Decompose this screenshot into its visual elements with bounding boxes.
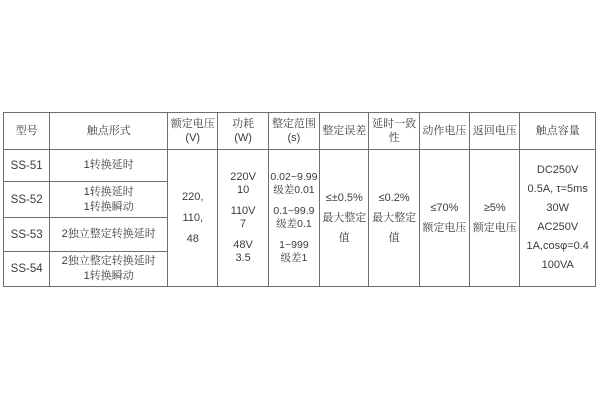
action-voltage-line: 额定电压 <box>422 222 467 234</box>
model-cell-ss53 <box>4 218 50 252</box>
header-line: 触点形式 <box>86 125 131 137</box>
relay-spec-table-container <box>3 112 596 287</box>
relay-spec-table <box>3 112 596 287</box>
setting-range-line: 0.1~99.9 <box>273 205 315 217</box>
rated-voltage-line: 48 <box>186 233 199 245</box>
power-group <box>218 239 267 265</box>
setting-range-line: 0.02~9.99 <box>270 171 318 183</box>
model-label: SS-51 <box>10 159 43 172</box>
header-line: 延时一致 <box>372 118 417 130</box>
header-power <box>218 113 268 150</box>
contact-capacity-line: 0.5A, τ=5ms <box>527 183 588 195</box>
header-rated-voltage <box>168 113 218 150</box>
setting-error-line: ≤±0.5% <box>325 192 363 204</box>
contact-form-cell-ss54 <box>50 252 168 287</box>
setting-range-group <box>269 205 319 231</box>
rated-voltage-line: 110, <box>182 212 204 224</box>
model-label: SS-53 <box>10 228 43 241</box>
header-contact-capacity <box>520 113 596 150</box>
delay-consistency-line: ≤0.2% <box>378 192 410 204</box>
contact-form-line: 2独立整定转换延时 <box>61 255 156 267</box>
delay-consistency-line: 最大整定 <box>372 212 417 224</box>
header-setting-range <box>268 113 319 150</box>
header-line: 整定误差 <box>322 125 367 137</box>
model-label: SS-54 <box>10 263 43 275</box>
header-line: 返回电压 <box>472 125 517 137</box>
contact-form-cell-ss53 <box>50 218 168 252</box>
power-line: 220V <box>230 171 256 183</box>
contact-capacity-cell <box>520 150 596 287</box>
power-group <box>218 171 267 197</box>
model-cell-ss54 <box>4 252 50 287</box>
setting-range-group <box>269 171 319 197</box>
setting-error-line: 值 <box>338 232 350 244</box>
return-voltage-line: 额定电压 <box>472 222 517 234</box>
power-line: 3.5 <box>235 252 251 264</box>
action-voltage-line: ≤70% <box>430 202 459 214</box>
action-voltage-cell <box>419 150 469 287</box>
row-ss51 <box>4 150 596 182</box>
setting-range-line: 1~999 <box>279 239 309 251</box>
header-line: (V) <box>185 132 201 144</box>
return-voltage-cell <box>470 150 520 287</box>
contact-capacity-line: 100VA <box>541 259 574 271</box>
setting-range-line: 级差0.01 <box>273 184 315 196</box>
header-delay-consistency <box>369 113 419 150</box>
power-line: 110V <box>230 205 256 217</box>
header-line: 整定范围 <box>271 118 316 130</box>
header-row <box>4 113 596 150</box>
power-line: 10 <box>236 184 250 196</box>
header-line: 功耗 <box>232 118 255 130</box>
header-line: (W) <box>234 132 252 144</box>
model-cell-ss51 <box>4 150 50 182</box>
contact-form-cell-ss51 <box>50 150 168 182</box>
power-line: 48V <box>233 239 253 251</box>
contact-capacity-line: 1A,cosφ=0.4 <box>526 240 589 252</box>
contact-form-line: 1转换瞬动 <box>83 270 134 282</box>
power-line: 7 <box>240 218 247 230</box>
header-return-voltage <box>470 113 520 150</box>
contact-capacity-line: AC250V <box>537 221 579 233</box>
return-voltage-line: ≥5% <box>483 202 506 214</box>
header-contact-form <box>50 113 168 150</box>
contact-form-line: 1转换延时 <box>83 185 134 198</box>
model-cell-ss52 <box>4 182 50 218</box>
contact-form-line: 1转换瞬动 <box>83 200 134 213</box>
header-line: 额定电压 <box>170 118 215 130</box>
contact-capacity-line: DC250V <box>536 164 579 176</box>
power-cell <box>218 150 268 287</box>
setting-range-cell <box>268 150 319 287</box>
header-line: 型号 <box>15 125 38 137</box>
header-setting-error <box>320 113 369 150</box>
rated-voltage-cell <box>168 150 218 287</box>
header-model <box>4 113 50 150</box>
setting-error-line: 最大整定 <box>322 212 367 224</box>
setting-error-cell <box>320 150 369 287</box>
header-line: (s) <box>287 132 301 144</box>
contact-form-cell-ss52 <box>50 182 168 218</box>
contact-capacity-line: 30W <box>546 202 570 214</box>
delay-consistency-line: 值 <box>388 232 400 244</box>
header-line: 性 <box>388 132 400 144</box>
setting-range-line: 级差0.1 <box>276 218 312 230</box>
header-line: 触点容量 <box>535 125 580 137</box>
delay-consistency-cell <box>369 150 419 287</box>
model-label: SS-52 <box>10 193 43 206</box>
setting-range-group <box>269 239 319 265</box>
header-action-voltage <box>419 113 469 150</box>
rated-voltage-line: 220, <box>182 191 204 203</box>
setting-range-line: 级差1 <box>280 252 308 264</box>
contact-form-line: 2独立整定转换延时 <box>61 228 156 240</box>
contact-form-line: 1转换延时 <box>83 159 134 171</box>
power-group <box>218 205 267 231</box>
header-line: 动作电压 <box>422 125 467 137</box>
